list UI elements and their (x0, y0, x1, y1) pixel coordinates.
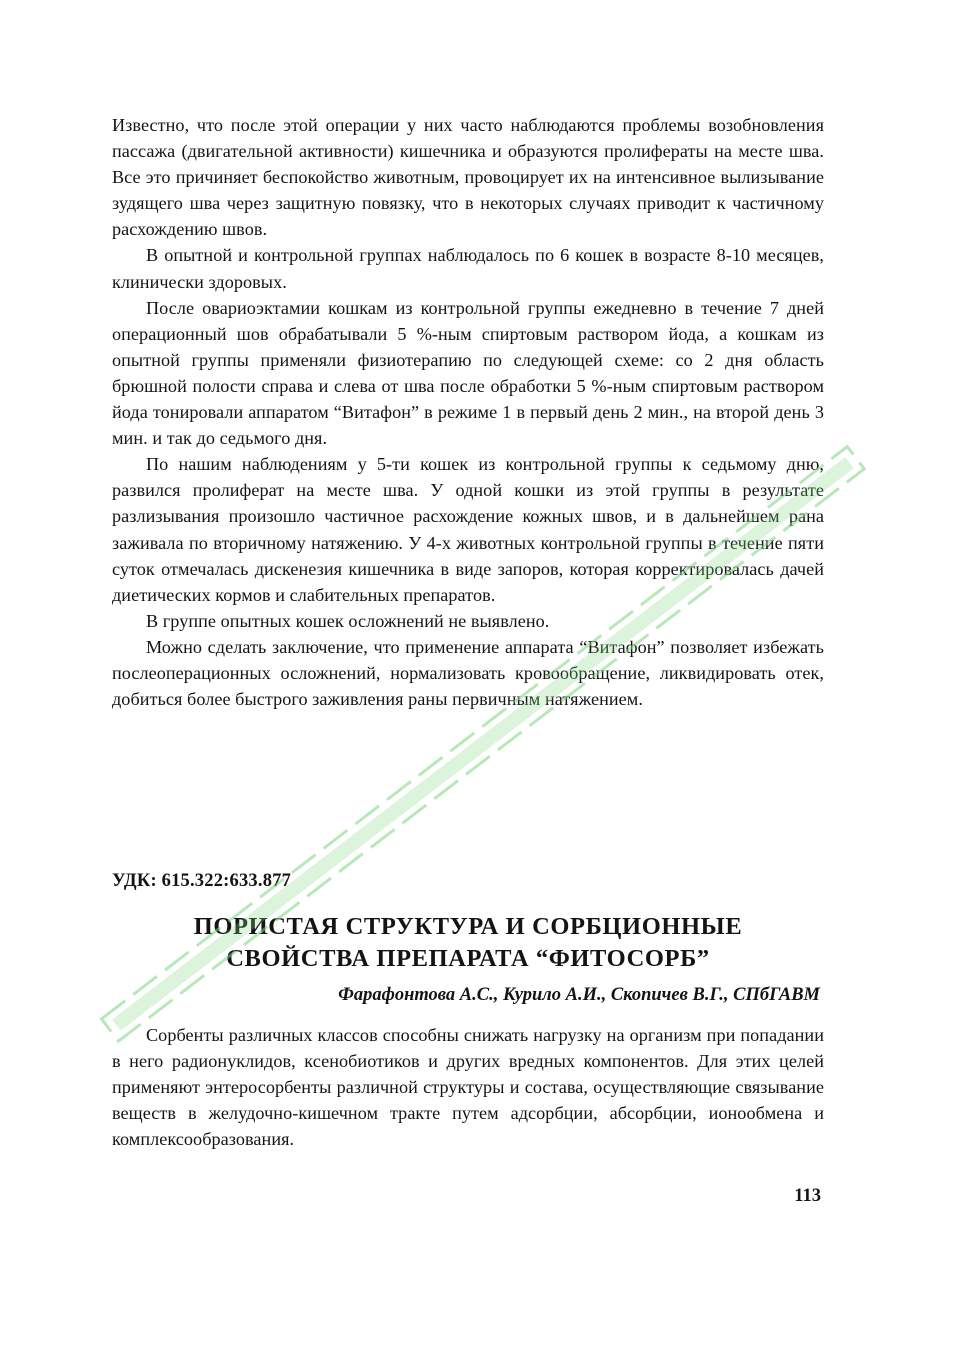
article-body-paragraph: Сорбенты различных классов способны снижать нагрузку на организм при попадании в него радионуклидов, ксенобиотиков и других вредных компонентов. Для этих целей применяют энтеросорбенты различной структуры и состава, осуществляющие связывание веществ в желудочно-кишечном тракте путем адсорбции, абсорбции, ионообмена и комплексообразования. (112, 1025, 824, 1150)
paragraph-3: После овариоэктамии кошкам из контрольной группы ежедневно в течение 7 дней операционный шов обрабатывали 5 %-ным спиртовым раствором йода, а кошкам из опытной группы применяли физиотерапию по следующей схеме: со 2 дня область брюшной полости справа и слева от шва после обработки 5 %-ным спиртовым раствором йода тонировали аппаратом “Витафон” в режиме 1 в первый день 2 мин., на второй день 3 мин. и так до седьмого дня. (112, 297, 824, 449)
udk-code: УДК: 615.322:633.877 (112, 871, 292, 891)
article-title (112, 911, 824, 975)
paragraph-1: Известно, что после этой операции у них часто наблюдаются проблемы возобновления пассажа (двигательной активности) кишечника и образуются пролифераты на месте шва. Все это причиняет беспокойство животным, провоцирует их на интенсивное вылизывание зудящего шва через защитную повязку, что в некоторых случаях приводит к частичному расхождению швов. (112, 115, 824, 240)
paragraph-5: В группе опытных кошек осложнений не выявлено. (146, 610, 550, 631)
paragraph-4: По нашим наблюдениям у 5-ти кошек из контрольной группы к седьмому дню, развился пролиферат на месте шва. У одной кошки из этой группы в результате разлизывания произошло частичное расхождение кожных швов, и в дальнейшем рана заживала по вторичному натяжению. У 4-х животных контрольной группы в течение пяти суток отмечалась дискенезия кишечника в виде запоров, которая корректировалась дачей диетических кормов и слабительных препаратов. (112, 454, 824, 605)
page-number: 113 (794, 1186, 821, 1206)
upper-text-block (112, 112, 824, 712)
article-body (112, 1022, 824, 1152)
article-authors: Фарафонтова А.С., Курило А.И., Скопичев В.Г., СПбГАВМ (338, 985, 820, 1005)
paragraph-2: В опытной и контрольной группах наблюдалось по 6 кошек в возрасте 8-10 месяцев, клинически здоровых. (112, 245, 824, 292)
paragraph-6: Можно сделать заключение, что применение аппарата “Витафон” позволяет избежать послеоперационных осложнений, нормализовать кровообращение, ликвидировать отек, добиться более быстрого заживления раны первичным натяжением. (112, 636, 824, 710)
article-title-line-2: СВОЙСТВА ПРЕПАРАТА “ФИТОСОРБ” (226, 945, 710, 972)
article-title-line-1: ПОРИСТАЯ СТРУКТУРА И СОРБЦИОННЫЕ (193, 913, 743, 940)
